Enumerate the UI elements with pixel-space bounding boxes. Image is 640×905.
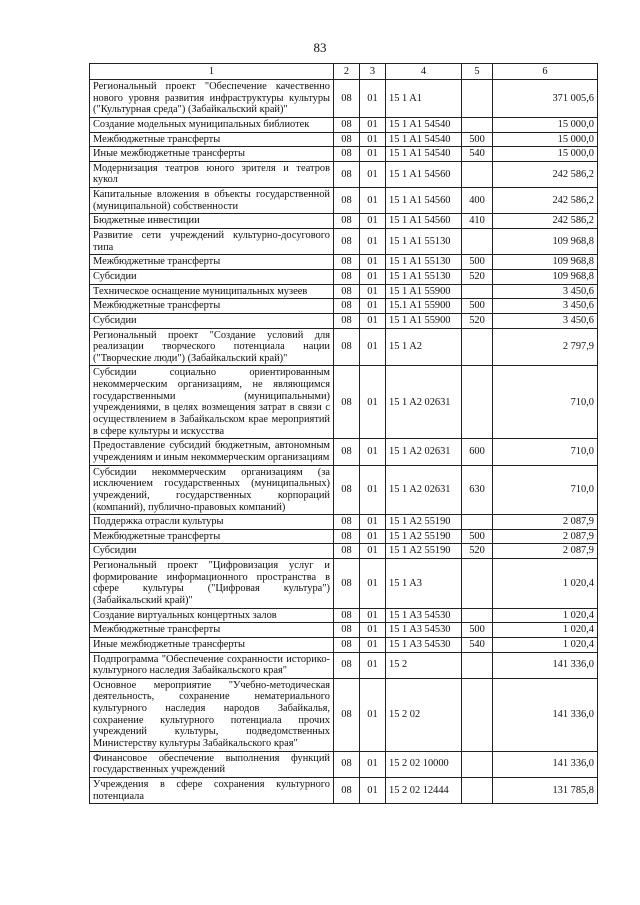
target-article-cell: 15 1 A2 55190: [386, 515, 462, 530]
target-article-cell: 15 1 A2 02631: [386, 439, 462, 465]
table-row: [90, 678, 598, 751]
target-article-cell: 15 1 A2 02631: [386, 465, 462, 515]
expense-type-cell: 400: [462, 188, 493, 214]
expense-type-cell: [462, 161, 493, 187]
table-row: [90, 328, 598, 366]
expense-type-cell: 520: [462, 313, 493, 328]
expense-type-cell: [462, 117, 493, 132]
table-row: [90, 439, 598, 465]
section-code-cell: 08: [334, 188, 360, 214]
expense-type-cell: [462, 366, 493, 439]
amount-cell: 2 087,9: [493, 529, 598, 544]
subsection-code-cell: 01: [360, 366, 386, 439]
row-name-cell: Региональный проект "Обеспечение качественно нового уровня развития инфраструктуры культуры ("Культурная среда") (Забайкальский край)": [90, 80, 334, 118]
table-row: [90, 255, 598, 270]
row-name-cell: Поддержка отрасли культуры: [90, 515, 334, 530]
row-name-cell: Субсидии социально ориентированным некоммерческим организациям, не являющимся государственными (муниципальными) учреждениями, в целях возмещения затрат в связи с осуществлением в Забайкальском крае мероприятий в сфере культуры и искусства: [90, 366, 334, 439]
expense-type-cell: 520: [462, 269, 493, 284]
expense-type-cell: 500: [462, 132, 493, 147]
row-name-cell: Модернизация театров юного зрителя и театров кукол: [90, 161, 334, 187]
table-row: [90, 637, 598, 652]
subsection-code-cell: 01: [360, 777, 386, 803]
subsection-code-cell: 01: [360, 161, 386, 187]
table-row: [90, 515, 598, 530]
subsection-code-cell: 01: [360, 117, 386, 132]
expense-type-cell: [462, 284, 493, 299]
amount-cell: 1 020,4: [493, 637, 598, 652]
amount-cell: 710,0: [493, 465, 598, 515]
section-code-cell: 08: [334, 299, 360, 314]
table-row: [90, 751, 598, 777]
section-code-cell: 08: [334, 652, 360, 678]
subsection-code-cell: 01: [360, 255, 386, 270]
target-article-cell: 15 1 A1 54560: [386, 214, 462, 229]
row-name-cell: Иные межбюджетные трансферты: [90, 637, 334, 652]
section-code-cell: 08: [334, 623, 360, 638]
section-code-cell: 08: [334, 777, 360, 803]
subsection-code-cell: 01: [360, 80, 386, 118]
subsection-code-cell: 01: [360, 229, 386, 255]
amount-cell: 710,0: [493, 439, 598, 465]
row-name-cell: Бюджетные инвестиции: [90, 214, 334, 229]
table-row: [90, 284, 598, 299]
target-article-cell: 15 1 A2 55190: [386, 544, 462, 559]
table-row: [90, 147, 598, 162]
amount-cell: 109 968,8: [493, 229, 598, 255]
subsection-code-cell: 01: [360, 214, 386, 229]
amount-cell: 3 450,6: [493, 284, 598, 299]
expense-type-cell: 410: [462, 214, 493, 229]
target-article-cell: 15 1 A1 54560: [386, 161, 462, 187]
amount-cell: 2 797,9: [493, 328, 598, 366]
row-name-cell: Иные межбюджетные трансферты: [90, 147, 334, 162]
subsection-code-cell: 01: [360, 608, 386, 623]
row-name-cell: Субсидии некоммерческим организациям (за исключением государственных (муниципальных) учреждений, государственных корпораций (компаний), публично-правовых компаний): [90, 465, 334, 515]
table-row: [90, 608, 598, 623]
section-code-cell: 08: [334, 328, 360, 366]
target-article-cell: 15 2 02 10000: [386, 751, 462, 777]
section-code-cell: 08: [334, 313, 360, 328]
header-cell: 1: [90, 64, 334, 80]
section-code-cell: 08: [334, 229, 360, 255]
expense-type-cell: 540: [462, 147, 493, 162]
subsection-code-cell: 01: [360, 637, 386, 652]
subsection-code-cell: 01: [360, 515, 386, 530]
section-code-cell: 08: [334, 255, 360, 270]
row-name-cell: Подпрограмма "Обеспечение сохранности историко-культурного наследия Забайкальского края": [90, 652, 334, 678]
row-name-cell: Создание модельных муниципальных библиотек: [90, 117, 334, 132]
row-name-cell: Создание виртуальных концертных залов: [90, 608, 334, 623]
subsection-code-cell: 01: [360, 269, 386, 284]
amount-cell: 15 000,0: [493, 147, 598, 162]
amount-cell: 3 450,6: [493, 313, 598, 328]
section-code-cell: 08: [334, 284, 360, 299]
header-row: [90, 64, 598, 80]
target-article-cell: 15 1 A1 55130: [386, 255, 462, 270]
amount-cell: 141 336,0: [493, 678, 598, 751]
row-name-cell: Региональный проект "Создание условий для реализации творческого потенциала нации ("Творческие люди") (Забайкальский край)": [90, 328, 334, 366]
target-article-cell: 15 2 02: [386, 678, 462, 751]
subsection-code-cell: 01: [360, 465, 386, 515]
expense-type-cell: 600: [462, 439, 493, 465]
section-code-cell: 08: [334, 132, 360, 147]
subsection-code-cell: 01: [360, 132, 386, 147]
row-name-cell: Учреждения в сфере сохранения культурного потенциала: [90, 777, 334, 803]
expense-type-cell: 520: [462, 544, 493, 559]
subsection-code-cell: 01: [360, 529, 386, 544]
table-row: [90, 465, 598, 515]
row-name-cell: Финансовое обеспечение выполнения функций государственных учреждений: [90, 751, 334, 777]
subsection-code-cell: 01: [360, 439, 386, 465]
section-code-cell: 08: [334, 214, 360, 229]
row-name-cell: Субсидии: [90, 313, 334, 328]
subsection-code-cell: 01: [360, 147, 386, 162]
expense-type-cell: [462, 608, 493, 623]
expense-type-cell: [462, 80, 493, 118]
expense-type-cell: 500: [462, 529, 493, 544]
amount-cell: 15 000,0: [493, 117, 598, 132]
section-code-cell: 08: [334, 608, 360, 623]
target-article-cell: 15 1 A1 55130: [386, 269, 462, 284]
row-name-cell: Межбюджетные трансферты: [90, 132, 334, 147]
section-code-cell: 08: [334, 465, 360, 515]
table-row: [90, 366, 598, 439]
target-article-cell: 15 1 A1 54540: [386, 132, 462, 147]
row-name-cell: Межбюджетные трансферты: [90, 299, 334, 314]
header-cell: 2: [334, 64, 360, 80]
table-row: [90, 188, 598, 214]
table-row: [90, 132, 598, 147]
table-row: [90, 313, 598, 328]
section-code-cell: 08: [334, 147, 360, 162]
row-name-cell: Развитие сети учреждений культурно-досугового типа: [90, 229, 334, 255]
target-article-cell: 15 1 A3 54530: [386, 623, 462, 638]
row-name-cell: Субсидии: [90, 269, 334, 284]
target-article-cell: 15 1 A1 54560: [386, 188, 462, 214]
subsection-code-cell: 01: [360, 652, 386, 678]
amount-cell: 131 785,8: [493, 777, 598, 803]
row-name-cell: Техническое оснащение муниципальных музеев: [90, 284, 334, 299]
amount-cell: 1 020,4: [493, 608, 598, 623]
amount-cell: 141 336,0: [493, 652, 598, 678]
expense-type-cell: 630: [462, 465, 493, 515]
row-name-cell: Межбюджетные трансферты: [90, 623, 334, 638]
section-code-cell: 08: [334, 559, 360, 609]
row-name-cell: Основное мероприятие "Учебно-методическая деятельность, сохранение нематериального культурного наследия народов Забайкалья, сохранение культурного потенциала прочих учреждений культуры, подведомственных Министерству культуры Забайкальского края": [90, 678, 334, 751]
subsection-code-cell: 01: [360, 313, 386, 328]
target-article-cell: 15 1 A2 02631: [386, 366, 462, 439]
amount-cell: 710,0: [493, 366, 598, 439]
page-number: 83: [313, 40, 327, 55]
section-code-cell: 08: [334, 515, 360, 530]
amount-cell: 3 450,6: [493, 299, 598, 314]
section-code-cell: 08: [334, 439, 360, 465]
amount-cell: 2 087,9: [493, 544, 598, 559]
row-name-cell: Межбюджетные трансферты: [90, 255, 334, 270]
header-cell: 3: [360, 64, 386, 80]
row-name-cell: Межбюджетные трансферты: [90, 529, 334, 544]
table-row: [90, 214, 598, 229]
target-article-cell: 15 2: [386, 652, 462, 678]
table-row: [90, 529, 598, 544]
amount-cell: 15 000,0: [493, 132, 598, 147]
target-article-cell: 15 1 A3 54530: [386, 637, 462, 652]
subsection-code-cell: 01: [360, 623, 386, 638]
target-article-cell: 15 1 A2 55190: [386, 529, 462, 544]
section-code-cell: 08: [334, 544, 360, 559]
target-article-cell: 15.1 A1 55900: [386, 299, 462, 314]
table-row: [90, 652, 598, 678]
section-code-cell: 08: [334, 366, 360, 439]
subsection-code-cell: 01: [360, 328, 386, 366]
expense-type-cell: 500: [462, 623, 493, 638]
table-row: [90, 229, 598, 255]
expense-type-cell: [462, 751, 493, 777]
expense-type-cell: [462, 328, 493, 366]
expense-type-cell: [462, 652, 493, 678]
budget-table: [89, 63, 598, 804]
subsection-code-cell: 01: [360, 299, 386, 314]
table-row: [90, 161, 598, 187]
row-name-cell: Субсидии: [90, 544, 334, 559]
expense-type-cell: 500: [462, 299, 493, 314]
row-name-cell: Региональный проект "Цифровизация услуг и формирование информационного пространства в сфере культуры ("Цифровая культура") (Забайкальский край)": [90, 559, 334, 609]
subsection-code-cell: 01: [360, 188, 386, 214]
table-row: [90, 117, 598, 132]
table-row: [90, 777, 598, 803]
target-article-cell: 15 1 A1 55900: [386, 284, 462, 299]
amount-cell: 242 586,2: [493, 188, 598, 214]
section-code-cell: 08: [334, 637, 360, 652]
table-row: [90, 559, 598, 609]
amount-cell: 371 005,6: [493, 80, 598, 118]
table-row: [90, 80, 598, 118]
target-article-cell: 15 1 A1 54540: [386, 117, 462, 132]
target-article-cell: 15 1 A1 54540: [386, 147, 462, 162]
section-code-cell: 08: [334, 80, 360, 118]
expense-type-cell: 540: [462, 637, 493, 652]
amount-cell: 141 336,0: [493, 751, 598, 777]
section-code-cell: 08: [334, 269, 360, 284]
section-code-cell: 08: [334, 529, 360, 544]
section-code-cell: 08: [334, 678, 360, 751]
row-name-cell: Капитальные вложения в объекты государственной (муниципальной) собственности: [90, 188, 334, 214]
subsection-code-cell: 01: [360, 544, 386, 559]
target-article-cell: 15 1 A2: [386, 328, 462, 366]
header-cell: 5: [462, 64, 493, 80]
subsection-code-cell: 01: [360, 559, 386, 609]
target-article-cell: 15 2 02 12444: [386, 777, 462, 803]
expense-type-cell: [462, 229, 493, 255]
amount-cell: 109 968,8: [493, 255, 598, 270]
amount-cell: 109 968,8: [493, 269, 598, 284]
subsection-code-cell: 01: [360, 751, 386, 777]
subsection-code-cell: 01: [360, 284, 386, 299]
amount-cell: 1 020,4: [493, 623, 598, 638]
section-code-cell: 08: [334, 751, 360, 777]
section-code-cell: 08: [334, 161, 360, 187]
amount-cell: 2 087,9: [493, 515, 598, 530]
section-code-cell: 08: [334, 117, 360, 132]
expense-type-cell: 500: [462, 255, 493, 270]
table-row: [90, 544, 598, 559]
target-article-cell: 15 1 A3: [386, 559, 462, 609]
amount-cell: 242 586,2: [493, 161, 598, 187]
table-row: [90, 299, 598, 314]
header-cell: 6: [493, 64, 598, 80]
amount-cell: 242 586,2: [493, 214, 598, 229]
header-cell: 4: [386, 64, 462, 80]
row-name-cell: Предоставление субсидий бюджетным, автономным учреждениям и иным некоммерческим организациям: [90, 439, 334, 465]
expense-type-cell: [462, 678, 493, 751]
expense-type-cell: [462, 559, 493, 609]
target-article-cell: 15 1 A1 55900: [386, 313, 462, 328]
target-article-cell: 15 1 A1 55130: [386, 229, 462, 255]
table-row: [90, 623, 598, 638]
expense-type-cell: [462, 777, 493, 803]
amount-cell: 1 020,4: [493, 559, 598, 609]
subsection-code-cell: 01: [360, 678, 386, 751]
expense-type-cell: [462, 515, 493, 530]
target-article-cell: 15 1 A3 54530: [386, 608, 462, 623]
table-row: [90, 269, 598, 284]
target-article-cell: 15 1 A1: [386, 80, 462, 118]
